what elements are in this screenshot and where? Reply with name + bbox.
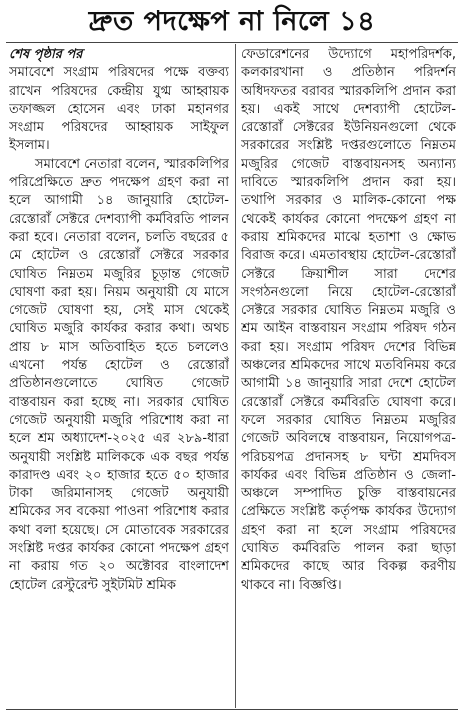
paragraph: সমাবেশে সংগ্রাম পরিষদের পক্ষে বক্তব্য রাখেন পরিষদের কেন্দ্রীয় যুগ্ম আহ্বায়ক তফাজ্জল হোসেন এবং ঢাকা মহানগর সংগ্রাম পরিষদের আহ্বায়ক সাইফুল ইসলাম।	[9, 65, 229, 154]
headline: দ্রুত পদক্ষেপ না নিলে ১৪	[88, 6, 376, 37]
article-column-left	[9, 46, 229, 706]
paragraph: ফেডারেশনের উদ্যোগে মহাপরিদর্শক, কলকারখানা ও প্রতিষ্ঠান পরিদর্শন অধিদফতর বরাবর স্মারকলিপি প্রদান করা হয়। একই সাথে দেশব্যাপী হোটেল-রেস্তোরাঁ সেক্টরের ইউনিয়নগুলো থেকে সরকারের সংশ্লিষ্ট দপ্তরগুলোতে নিম্নতম মজুরির গেজেট বাস্তবায়নসহ অন্যান্য দাবিতে স্মারকলিপি প্রদান করা হয়। তথাপি সরকার ও মালিক-কোনো পক্ষ থেকেই কার্যকর কোনো পদক্ষেপ গ্রহণ না করায় শ্রমিকদের মাঝে হতাশা ও ক্ষোভ বিরাজ করে। এমতাবস্থায় হোটেল-রেস্তোরাঁ সেক্টরে ক্রিয়াশীল সারা দেশের সংগঠনগুলো নিয়ে হোটেল-রেস্তোরাঁ সেক্টরে সরকার ঘোষিত নিম্নতম মজুরি ও শ্রম আইন বাস্তবায়ন সংগ্রাম পরিষদ গঠন করা হয়। সংগ্রাম পরিষদ দেশের বিভিন্ন অঞ্চলের শ্রমিকদের সাথে মতবিনিময় করে আগামী ১৪ জানুয়ারি সারা দেশে হোটেল রেস্তোরাঁ সেক্টরে কর্মবিরতি ঘোষণা করে। ফলে সরকার ঘোষিত নিম্নতম মজুরির গেজেট অবিলম্বে বাস্তবায়ন, নিয়োগপত্র-পরিচয়পত্র প্রদানসহ ৮ ঘন্টা শ্রমদিবস কার্যকর এবং বিভিন্ন প্রতিষ্ঠান ও জেলা-অঞ্চলে সম্পাদিত চুক্তি বাস্তবায়নের প্রেক্ষিতে সংশ্লিষ্ট কর্তৃপক্ষ কার্যকর উদ্যোগ গ্রহণ করা না হলে সংগ্রাম পরিষদের ঘোষিত কর্মবিরতি পালন করা ছাড়া শ্রমিকদের কাছে আর বিকল্প করণীয় থাকবে না। বিজ্ঞপ্তি।	[241, 47, 456, 593]
paragraph: সমাবেশে নেতারা বলেন, স্মারকলিপির পরিপ্রেক্ষিতে দ্রুত পদক্ষেপ গ্রহণ করা না হলে আগামী ১৪ জানুয়ারি হোটেল-রেস্তোরাঁ সেক্টরে দেশব্যাপী কর্মবিরতি পালন করা হবে। নেতারা বলেন, চলতি বছরের ৫ মে হোটেল ও রেস্তোরাঁ সেক্টরে সরকার ঘোষিত নিম্নতম মজুরির চূড়ান্ত গেজেট ঘোষণা করা হয়। নিয়ম অনুযায়ী যে মাসে গেজেট ঘোষণা হয়, সেই মাস থেকেই ঘোষিত মজুরি কার্যকর করার কথা। অথচ প্রায় ৮ মাস অতিবাহিত হতে চললেও এখনো পর্যন্ত হোটেল ও রেস্তোরাঁ প্রতিষ্ঠানগুলোতে ঘোষিত গেজেট বাস্তবায়ন করা হচ্ছে না। সরকার ঘোষিত গেজেট অনুযায়ী মজুরি পরিশোধ করা না হলে শ্রম অধ্যাদেশ-২০২৫ এর ২৮৯-ধারা অনুযায়ী সংশ্লিষ্ট মালিককে এক বছর পর্যন্ত কারাদণ্ড এবং ২০ হাজার হতে ৫০ হাজার টাকা জরিমানাসহ গেজেট অনুযায়ী শ্রমিকের সব বকেয়া পাওনা পরিশোধ করার কথা বলা হয়েছে। সে মোতাবেক সরকারের সংশ্লিষ্ট দপ্তর কার্যকর কোনো পদক্ষেপ গ্রহণ না করায় গত ২০ অক্টোবর বাংলাদেশ হোটেল রেস্টুরেন্ট সুইটমিট শ্রমিক	[9, 156, 229, 593]
headline-rule	[6, 42, 458, 43]
bottom-rule	[6, 709, 458, 710]
column-divider	[235, 44, 236, 708]
continued-label: শেষ পৃষ্ঠার পর	[9, 47, 83, 62]
article-column-right	[241, 46, 456, 706]
